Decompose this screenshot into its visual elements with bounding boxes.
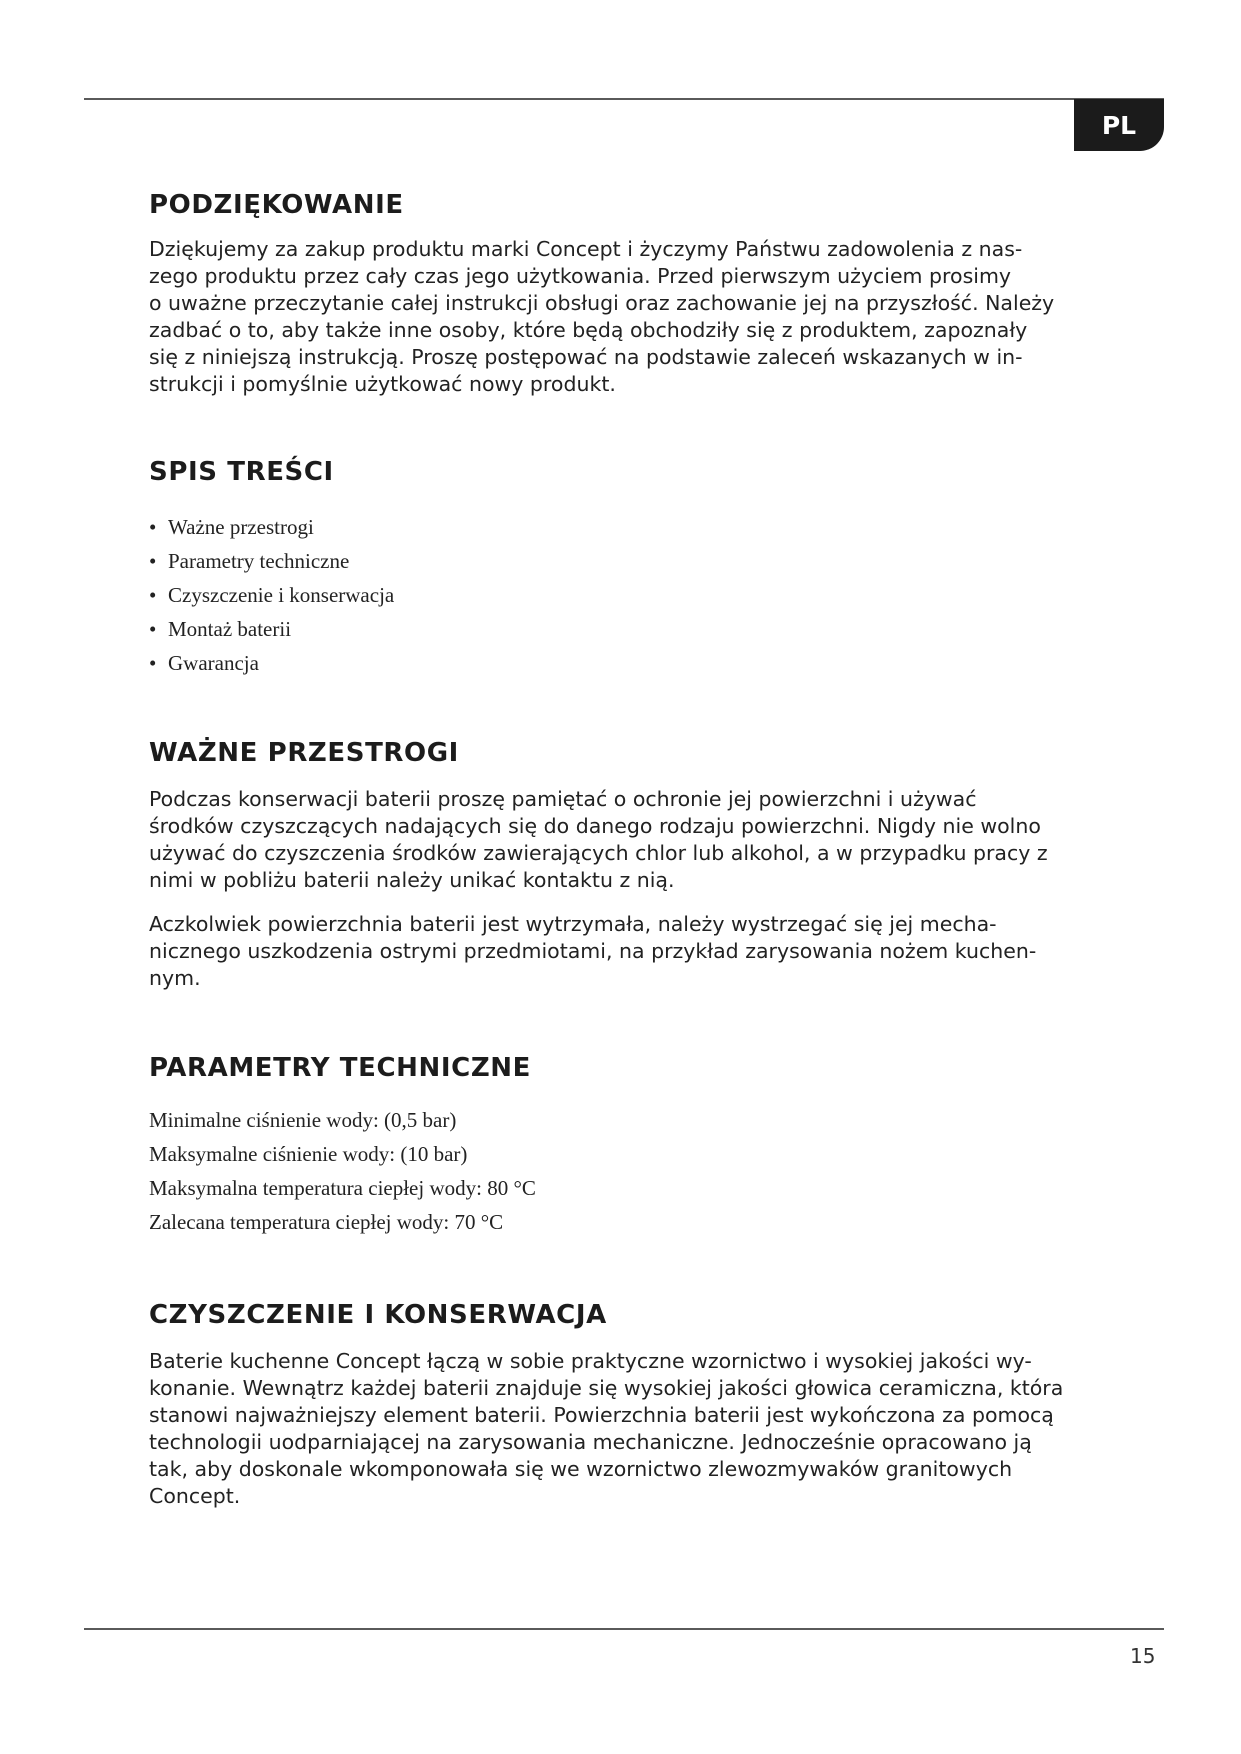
text-line: stanowi najważniejszy element baterii. Powierzchnia baterii jest wykończona za pomocą: [149, 1403, 1054, 1427]
text-line: używać do czyszczenia środków zawierających chlor lub alkohol, a w przypadku pracy z: [149, 841, 1048, 865]
section-thanks: [149, 190, 1149, 220]
text-line: Baterie kuchenne Concept łączą w sobie praktyczne wzornictwo i wysokiej jakości wy-: [149, 1349, 1032, 1373]
thanks-heading: PODZIĘKOWANIE: [149, 190, 404, 220]
toc-item: • Parametry techniczne: [149, 549, 350, 573]
text-line: Aczkolwiek powierzchnia baterii jest wytrzymała, należy wystrzegać się jej mecha-: [149, 912, 997, 936]
text-line: Podczas konserwacji baterii proszę pamiętać o ochronie jej powierzchni i używać: [149, 787, 977, 811]
warnings-paragraph-1: [149, 786, 1149, 894]
section-cleaning: [149, 1300, 1149, 1330]
toc-list: [149, 510, 1149, 680]
spec-line: Zalecana temperatura ciepłej wody: 70 °C: [149, 1210, 504, 1234]
language-tab: PL: [1074, 99, 1164, 151]
toc-heading: SPIS TREŚCI: [149, 457, 334, 487]
text-line: środków czyszczących nadających się do danego rodzaju powierzchni. Nigdy nie wolno: [149, 814, 1041, 838]
section-warnings: [149, 738, 1149, 768]
top-rule: [84, 98, 1164, 100]
text-line: o uważne przeczytanie całej instrukcji obsługi oraz zachowanie jej na przyszłość. Należy: [149, 291, 1055, 315]
text-line: Concept.: [149, 1484, 241, 1508]
toc-item: • Ważne przestrogi: [149, 515, 314, 539]
specs-list: [149, 1103, 1149, 1239]
spec-line: Minimalne ciśnienie wody: (0,5 bar): [149, 1108, 457, 1132]
page-number: 15: [1130, 1644, 1156, 1668]
text-line: konanie. Wewnątrz każdej baterii znajduje się wysokiej jakości głowica ceramiczna, która: [149, 1376, 1064, 1400]
text-line: zadbać o to, aby także inne osoby, które będą obchodziły się z produktem, zapoznały: [149, 318, 1028, 342]
section-specs: [149, 1053, 1149, 1083]
spec-line: Maksymalne ciśnienie wody: (10 bar): [149, 1142, 468, 1166]
cleaning-paragraph: [149, 1348, 1149, 1510]
cleaning-heading: CZYSZCZENIE I KONSERWACJA: [149, 1300, 607, 1330]
toc-list-wrapper: [149, 510, 1149, 680]
warnings-paragraph-2: [149, 911, 1149, 992]
text-line: nimi w pobliżu baterii należy unikać kontaktu z nią.: [149, 868, 675, 892]
bottom-rule: [84, 1628, 1164, 1630]
text-line: nym.: [149, 966, 201, 990]
toc-item: • Gwarancja: [149, 651, 259, 675]
thanks-paragraph: [149, 236, 1149, 398]
text-line: się z niniejszą instrukcją. Proszę postępować na podstawie zaleceń wskazanych w in-: [149, 345, 1023, 369]
text-line: zego produktu przez cały czas jego użytkowania. Przed pierwszym użyciem prosimy: [149, 264, 1012, 288]
text-line: strukcji i pomyślnie użytkować nowy produkt.: [149, 372, 616, 396]
warnings-heading: WAŻNE PRZESTROGI: [149, 738, 459, 768]
text-line: nicznego uszkodzenia ostrymi przedmiotami, na przykład zarysowania nożem kuchen-: [149, 939, 1037, 963]
spec-line: Maksymalna temperatura ciepłej wody: 80 °C: [149, 1176, 536, 1200]
text-line: Dziękujemy za zakup produktu marki Concept i życzymy Państwu zadowolenia z nas-: [149, 237, 1023, 261]
text-line: technologii uodparniającej na zarysowania mechaniczne. Jednocześnie opracowano ją: [149, 1430, 1032, 1454]
toc-item: • Montaż baterii: [149, 617, 292, 641]
specs-heading: PARAMETRY TECHNICZNE: [149, 1053, 532, 1083]
section-toc: [149, 457, 1149, 487]
text-line: tak, aby doskonale wkomponowała się we wzornictwo zlewozmywaków granitowych: [149, 1457, 1013, 1481]
toc-item: • Czyszczenie i konserwacja: [149, 583, 395, 607]
